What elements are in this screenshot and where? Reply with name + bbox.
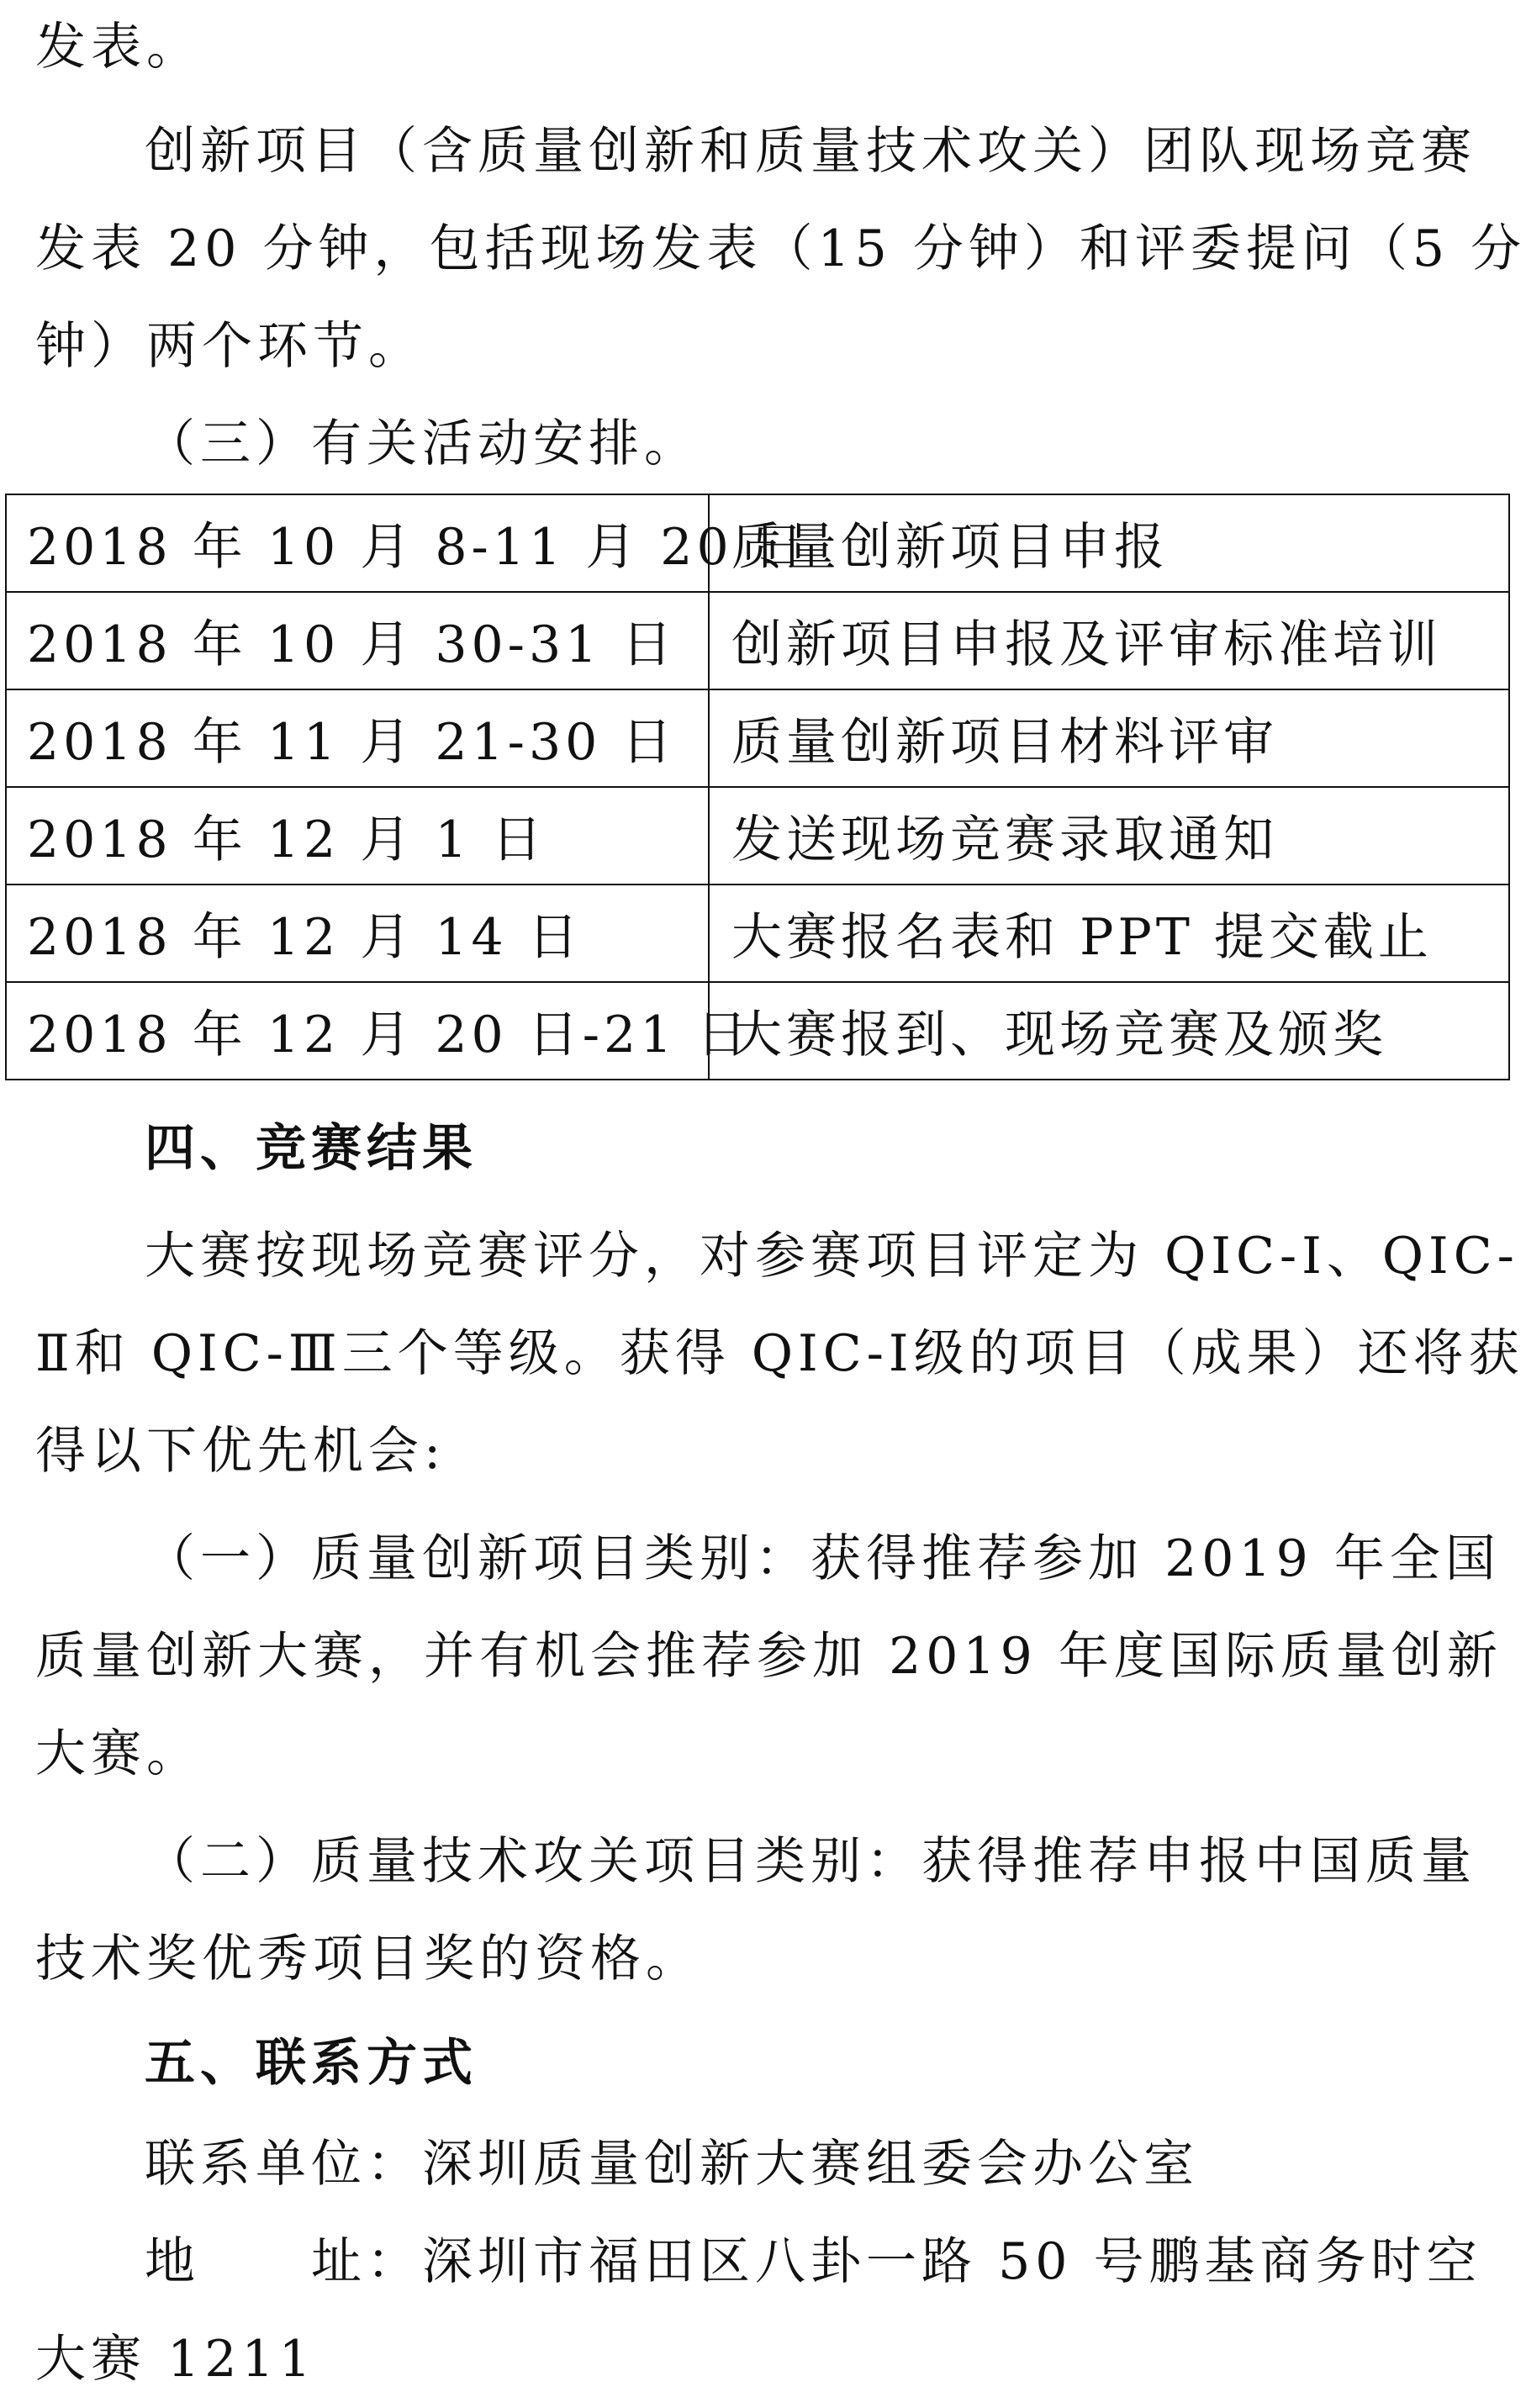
paragraph-line: 大赛。 (35, 1724, 202, 1783)
section-heading: 五、联系方式 (145, 2034, 478, 2093)
paragraph-line: （一）质量创新项目类别：获得推荐参加 2019 年全国 (145, 1529, 1501, 1588)
paragraph-line: 质量创新大赛，并有机会推荐参加 2019 年度国际质量创新 (35, 1627, 1502, 1686)
schedule-date: 2018 年 10 月 8-11 月 20 日 (6, 494, 709, 592)
contact-address: 地 址：深圳市福田区八卦一路 50 号鹏基商务时空 (145, 2232, 1482, 2291)
table-row (6, 689, 1509, 787)
section-heading: 四、竞赛结果 (145, 1119, 478, 1178)
schedule-event: 质量创新项目申报 (709, 494, 1509, 592)
contact-address: 大赛 1211 (35, 2330, 316, 2389)
paragraph-line: 技术奖优秀项目奖的资格。 (35, 1930, 701, 1988)
schedule-event: 发送现场竞赛录取通知 (709, 787, 1509, 885)
paragraph-line: 钟）两个环节。 (35, 317, 424, 376)
schedule-date: 2018 年 12 月 1 日 (6, 787, 709, 885)
table-row (6, 982, 1509, 1080)
schedule-date: 2018 年 12 月 14 日 (6, 885, 709, 982)
table-row (6, 592, 1509, 689)
schedule-event: 质量创新项目材料评审 (709, 689, 1509, 787)
contact-unit: 联系单位：深圳质量创新大赛组委会办公室 (145, 2135, 1199, 2194)
table-row (6, 494, 1509, 592)
schedule-date: 2018 年 12 月 20 日-21 日 (6, 982, 709, 1080)
paragraph-line: Ⅱ和 QIC-Ⅲ三个等级。获得 QIC-Ⅰ级的项目（成果）还将获 (35, 1324, 1524, 1383)
table-row (6, 885, 1509, 982)
paragraph-line: 大赛按现场竞赛评分，对参赛项目评定为 QIC-Ⅰ、QIC- (145, 1227, 1519, 1286)
paragraph-line: （二）质量技术攻关项目类别：获得推荐申报中国质量 (145, 1832, 1476, 1891)
schedule-date: 2018 年 11 月 21-30 日 (6, 689, 709, 787)
schedule-date: 2018 年 10 月 30-31 日 (6, 592, 709, 689)
schedule-event: 大赛报名表和 PPT 提交截止 (709, 885, 1509, 982)
paragraph-line: 发表。 (35, 18, 202, 77)
table-row (6, 787, 1509, 885)
subsection-heading: （三）有关活动安排。 (145, 415, 700, 473)
paragraph-line: 得以下优先机会: (35, 1422, 446, 1481)
schedule-table (5, 494, 1510, 1080)
paragraph-line: 创新项目（含质量创新和质量技术攻关）团队现场竞赛 (145, 122, 1476, 181)
paragraph-line: 发表 20 分钟，包括现场发表（15 分钟）和评委提问（5 分 (35, 219, 1526, 278)
schedule-event: 大赛报到、现场竞赛及颁奖 (709, 982, 1509, 1080)
schedule-event: 创新项目申报及评审标准培训 (709, 592, 1509, 689)
